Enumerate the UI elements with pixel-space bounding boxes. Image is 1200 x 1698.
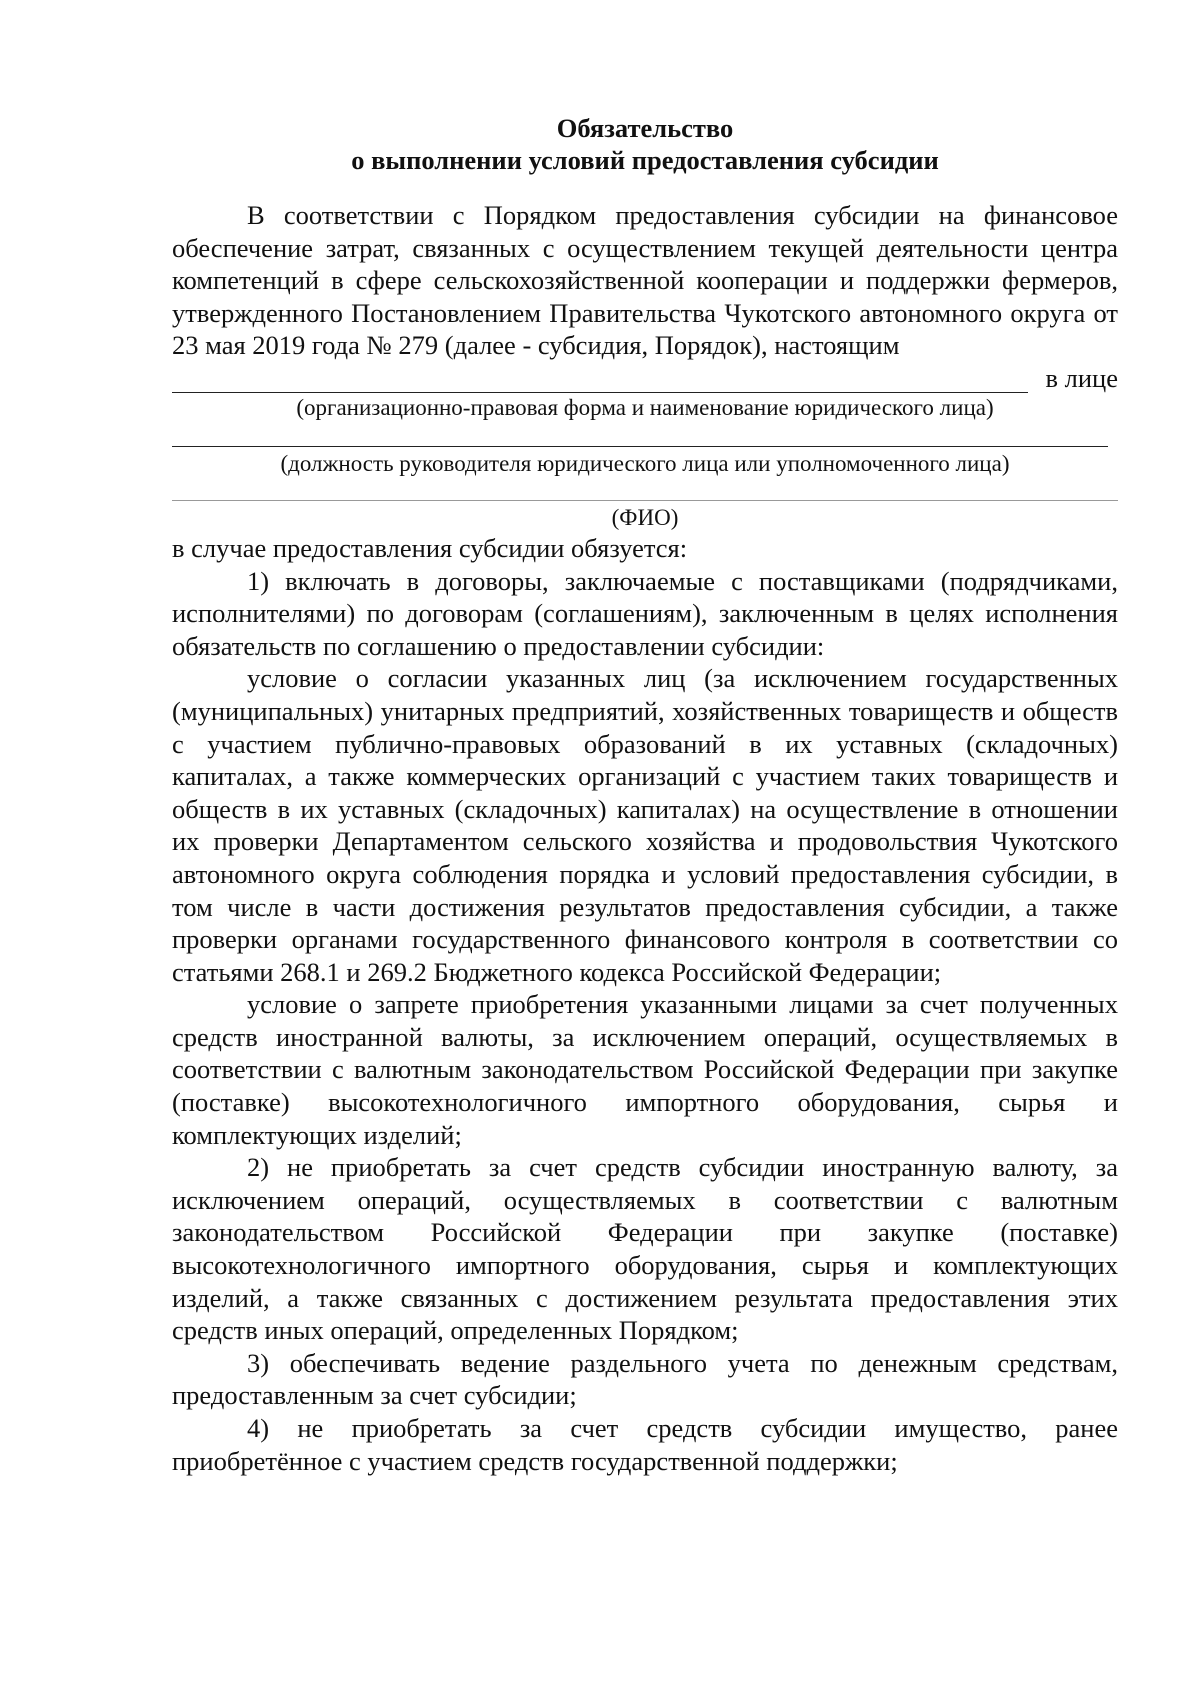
fio-blank — [172, 478, 1118, 504]
document-title — [172, 112, 1118, 176]
item-1-condition-2: условие о запрете приобретения указанными лицами за счет полученных средств иностранной валюты, за исключением операций, осуществляемых в соответствии с валютным законодательством Российской Федерации при закупке (поставке) высокотехнологичного импортного оборудования, сырья и комплектующих изделий; — [172, 989, 1118, 1150]
fio-underline — [172, 500, 1118, 501]
org-name-underline — [172, 392, 1028, 393]
title-line-1: Обязательство — [556, 113, 734, 143]
in-person-label: в лице — [1045, 362, 1118, 393]
obligation-intro: в случае предоставления субсидии обязуется: — [172, 532, 688, 563]
item-4: 4) не приобретать за счет средств субсидии имущество, ранее приобретённое с участием средств государственной поддержки; — [172, 1413, 1118, 1476]
item-2: 2) не приобретать за счет средств субсидии иностранную валюту, за исключением операций, осуществляемых в соответствии с валютным законодательством Российской Федерации при закупке (поставке) высокотехнологичного импортного оборудования, сырья и комплектующих изделий, а также связанных с достижением результата предоставления этих средств иных операций, определенных Порядком; — [172, 1152, 1118, 1346]
position-blank — [172, 422, 1118, 448]
item-1: 1) включать в договоры, заключаемые с поставщиками (подрядчиками, исполнителями) по договорам (соглашениям), заключенным в целях исполнения обязательств по соглашению о предоставлении субсидии: — [172, 565, 1118, 661]
item-3: 3) обеспечивать ведение раздельного учета по денежным средствам, предоставленным за счет субсидии; — [172, 1347, 1118, 1411]
org-name-blank — [172, 362, 1118, 394]
item-1-condition-1: условие о согласии указанных лиц (за исключением государственных (муниципальных) унитарных предприятий, хозяйственных товариществ и обществ с участием публично-правовых образований в их уставных (складочных) капиталах, а также коммерческих организаций с участием таких товариществ и обществ в их уставных (складочных) капиталах) на осуществление в отношении их проверки Департаментом сельского хозяйства и продовольствия Чукотского автономного округа соблюдения порядка и условий предоставления субсидии, в том числе в части достижения результатов предоставления субсидии, а также проверки органами государственного финансового контроля в соответствии со статьями 268.1 и 269.2 Бюджетного кодекса Российской Федерации; — [172, 663, 1118, 987]
fio-caption: (ФИО) — [611, 504, 679, 530]
intro-paragraph: В соответствии с Порядком предоставления субсидии на финансовое обеспечение затрат, связанных с осуществлением текущей деятельности центра компетенций в сфере сельскохозяйственной кооперации и поддержки фермеров, утвержденного Постановлением Правительства Чукотского автономного округа от 23 мая 2019 года № 279 (далее - субсидия, Порядок), настоящим — [172, 200, 1118, 361]
org-name-caption: (организационно-правовая форма и наименование юридического лица) — [296, 394, 994, 420]
position-caption: (должность руководителя юридического лица или уполномоченного лица) — [280, 450, 1010, 476]
document-page — [172, 112, 1118, 1477]
title-line-2: о выполнении условий предоставления субсидии — [351, 145, 939, 175]
position-underline — [172, 446, 1108, 447]
